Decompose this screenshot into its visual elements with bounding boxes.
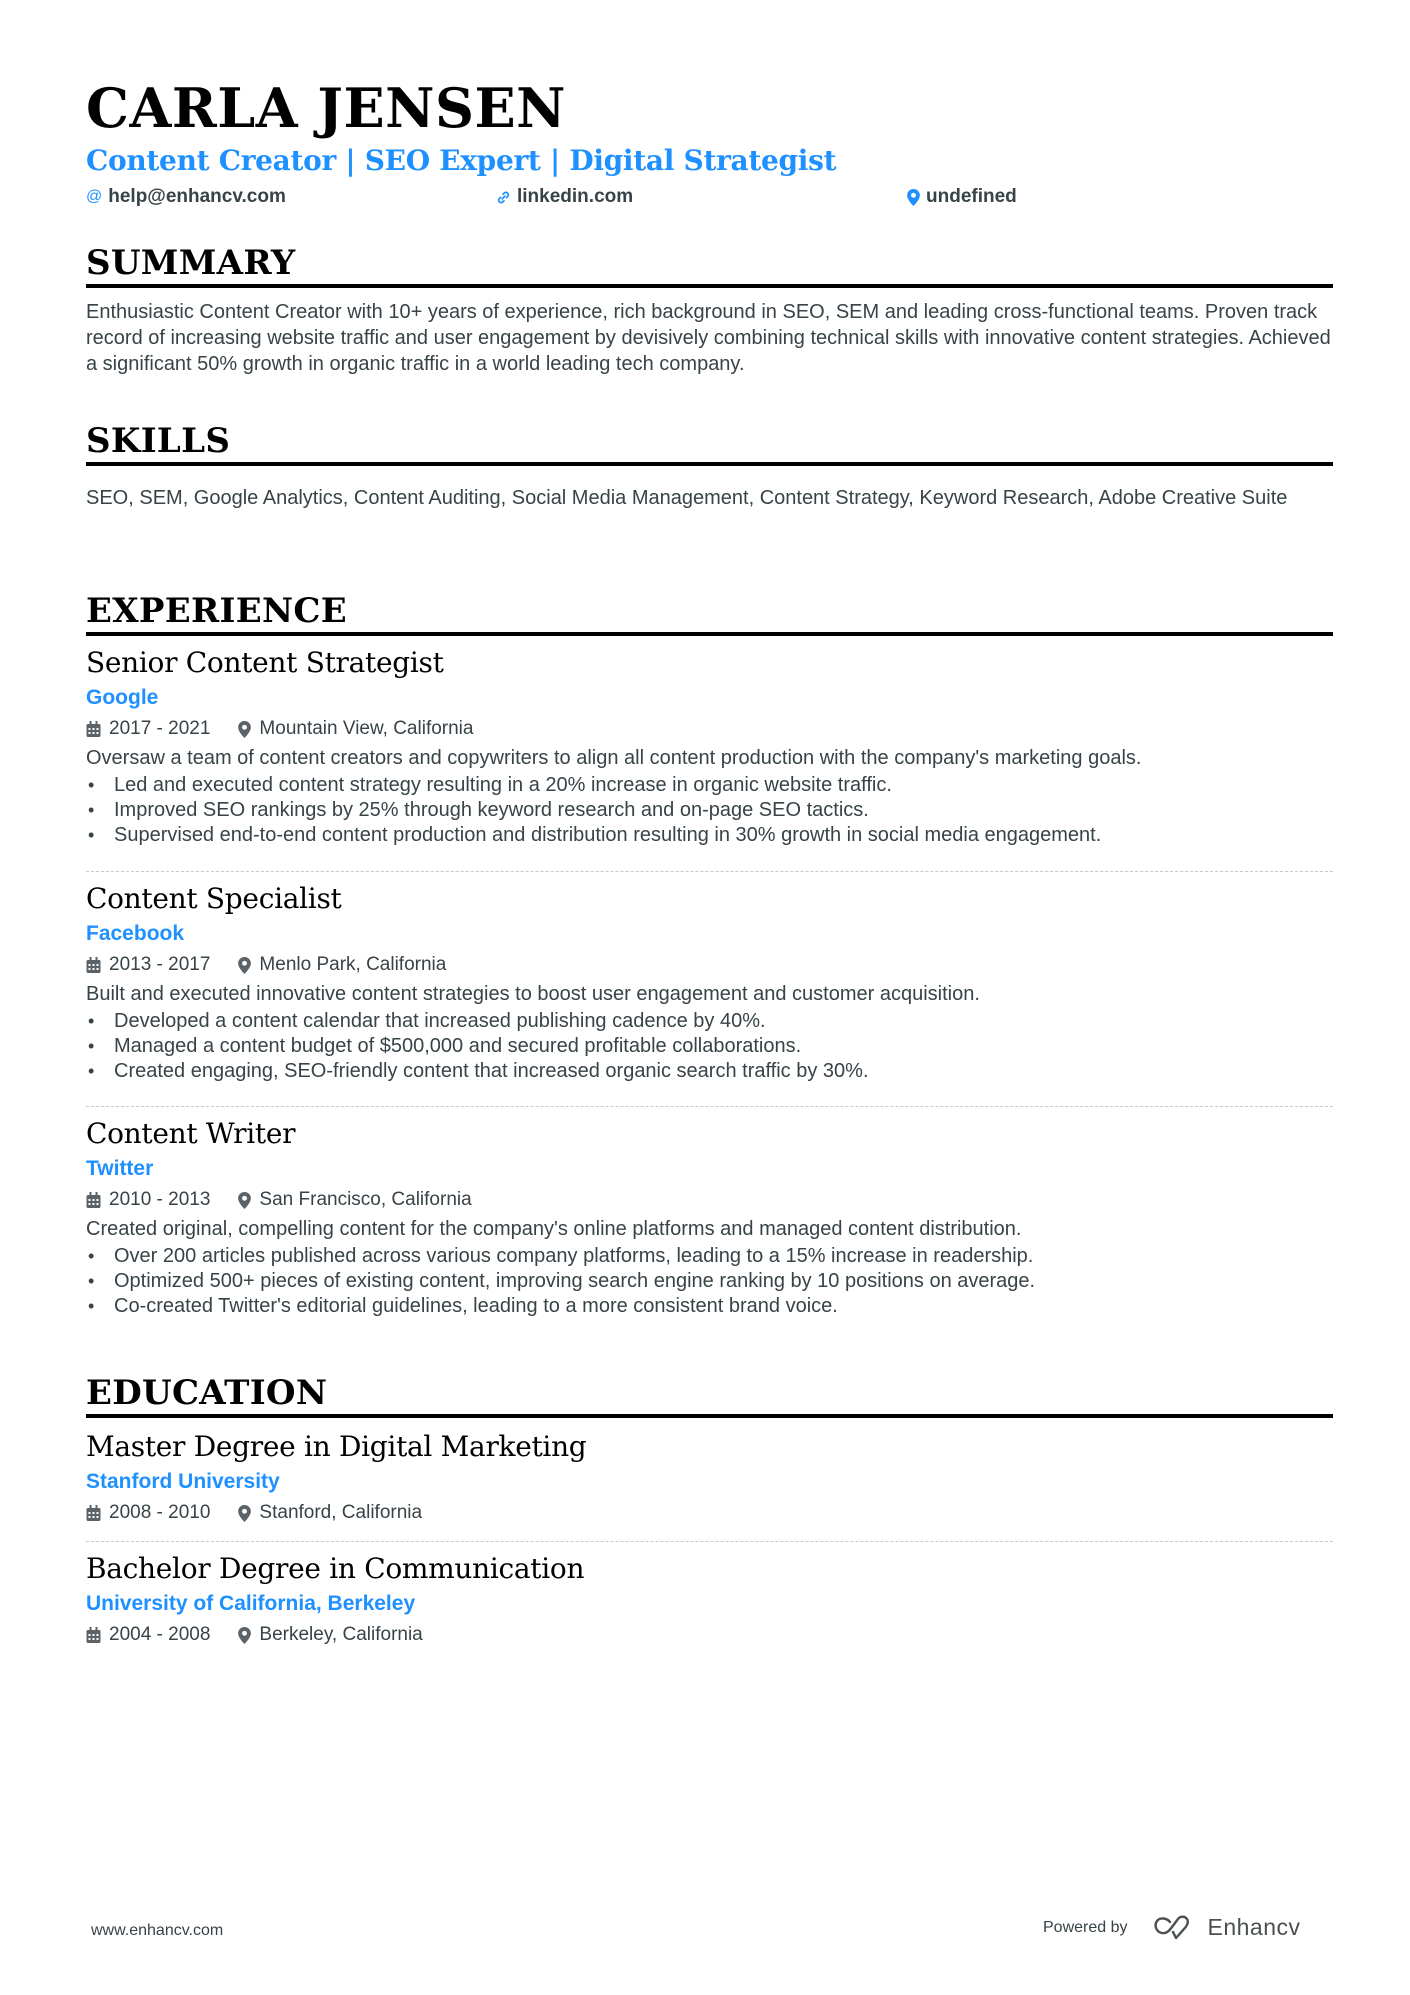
brand-name: Enhancv [1207,1914,1301,1940]
section-title-experience: EXPERIENCE [86,591,347,631]
job-meta [86,951,1333,979]
skills-text: SEO, SEM, Google Analytics, Content Auditing, Social Media Management, Content Strategy, Keyword Research, Adobe Creative Suite [86,487,1288,509]
location-pin-icon [907,189,920,206]
contact-location-text: undefined [926,186,1017,207]
experience-section [86,590,1333,636]
job-title: Content Specialist [86,882,342,915]
calendar-icon [86,1627,101,1643]
experience-item [86,645,1333,848]
bullet-item: • Managed a content budget of $500,000 and secured profitable collaborations. [88,1035,802,1057]
section-title-summary: SUMMARY [86,243,296,283]
job-meta [86,715,1333,743]
enhancv-logo [1152,1914,1301,1941]
summary-text: Enthusiastic Content Creator with 10+ years of experience, rich background in SEO, SEM and leading cross-functional teams. Proven track record of increasing website traffic and user engagement by devisively combining technical skills with innovative content strategies. Achieved a significant 50% growth in organic traffic in a world leading tech company. [86,301,1331,375]
candidate-name: CARLA JENSEN [86,76,567,140]
job-title: Senior Content Strategist [86,646,444,679]
job-title: Content Writer [86,1117,296,1150]
job-dates: 2017 - 2021 [86,715,210,743]
job-bullets [86,773,1333,848]
school-name: University of California, Berkeley [86,1592,416,1615]
job-bullets [86,1244,1333,1319]
contact-linkedin[interactable] [496,185,633,209]
job-location: Menlo Park, California [238,951,446,979]
company-name: Twitter [86,1157,154,1180]
job-dates: 2013 - 2017 [86,951,210,979]
job-meta [86,1186,1333,1214]
degree-title: Bachelor Degree in Communication [86,1552,585,1585]
job-location: Mountain View, California [238,715,473,743]
school-name: Stanford University [86,1470,280,1493]
education-location: Berkeley, California [238,1621,422,1649]
location-pin-icon [238,1505,251,1522]
degree-title: Master Degree in Digital Marketing [86,1430,587,1463]
section-divider [86,632,1333,636]
education-section [86,1372,1333,1418]
enhancv-logo-icon [1152,1915,1198,1941]
at-icon: @ [86,188,103,205]
company-name: Facebook [86,922,185,945]
job-location: San Francisco, California [238,1186,471,1214]
calendar-icon [86,1505,101,1521]
location-pin-icon [238,957,251,974]
education-dates: 2004 - 2008 [86,1621,210,1649]
location-pin-icon [238,1627,251,1644]
entry-divider [86,871,1333,872]
bullet-item: • Improved SEO rankings by 25% through keyword research and on-page SEO tactics. [88,799,869,821]
location-pin-icon [238,1192,251,1209]
job-dates: 2010 - 2013 [86,1186,210,1214]
job-bullets [86,1009,1333,1084]
location-pin-icon [238,721,251,738]
section-divider [86,462,1333,466]
entry-divider [86,1541,1333,1542]
education-location: Stanford, California [238,1499,422,1527]
education-dates: 2008 - 2010 [86,1499,210,1527]
education-item [86,1429,1333,1527]
contact-email-text: help@enhancv.com [108,186,286,207]
bullet-item: • Co-created Twitter's editorial guidelines, leading to a more consistent brand voice. [88,1295,838,1317]
education-item [86,1551,1333,1649]
summary-section [86,242,1333,377]
job-description: Built and executed innovative content strategies to boost user engagement and customer acquisition. [86,983,980,1005]
job-description: Created original, compelling content for the company's online platforms and managed content distribution. [86,1218,1022,1240]
footer-website-link[interactable]: www.enhancv.com [91,1922,224,1939]
experience-item [86,1116,1333,1319]
calendar-icon [86,1192,101,1208]
calendar-icon [86,957,101,973]
section-title-skills: SKILLS [86,421,231,461]
bullet-item: • Developed a content calendar that increased publishing cadence by 40%. [88,1010,766,1032]
section-divider [86,1414,1333,1418]
contact-location [907,185,1017,209]
contact-linkedin-text: linkedin.com [517,186,634,207]
powered-by-label: Powered by [1043,1918,1128,1936]
candidate-tagline: Content Creator | SEO Expert | Digital Strategist [86,144,837,177]
section-title-education: EDUCATION [86,1373,328,1413]
education-meta [86,1499,1333,1527]
link-icon [496,190,511,205]
calendar-icon [86,721,101,737]
bullet-item: • Created engaging, SEO-friendly content that increased organic search traffic by 30%. [88,1060,869,1082]
experience-item [86,881,1333,1084]
contact-row [86,185,1333,209]
entry-divider [86,1106,1333,1107]
bullet-item: • Over 200 articles published across various company platforms, leading to a 15% increase in readership. [88,1245,1034,1267]
job-description: Oversaw a team of content creators and copywriters to align all content production with the company's marketing goals. [86,747,1142,769]
contact-email[interactable] [86,185,286,209]
education-meta [86,1621,1333,1649]
footer-powered-by[interactable] [1043,1914,1301,1941]
section-divider [86,284,1333,288]
skills-section [86,420,1333,511]
company-name: Google [86,686,159,709]
bullet-item: • Supervised end-to-end content production and distribution resulting in 30% growth in social media engagement. [88,824,1102,846]
bullet-item: • Led and executed content strategy resulting in a 20% increase in organic website traffic. [88,774,892,796]
bullet-item: • Optimized 500+ pieces of existing content, improving search engine ranking by 10 positions on average. [88,1270,1036,1292]
